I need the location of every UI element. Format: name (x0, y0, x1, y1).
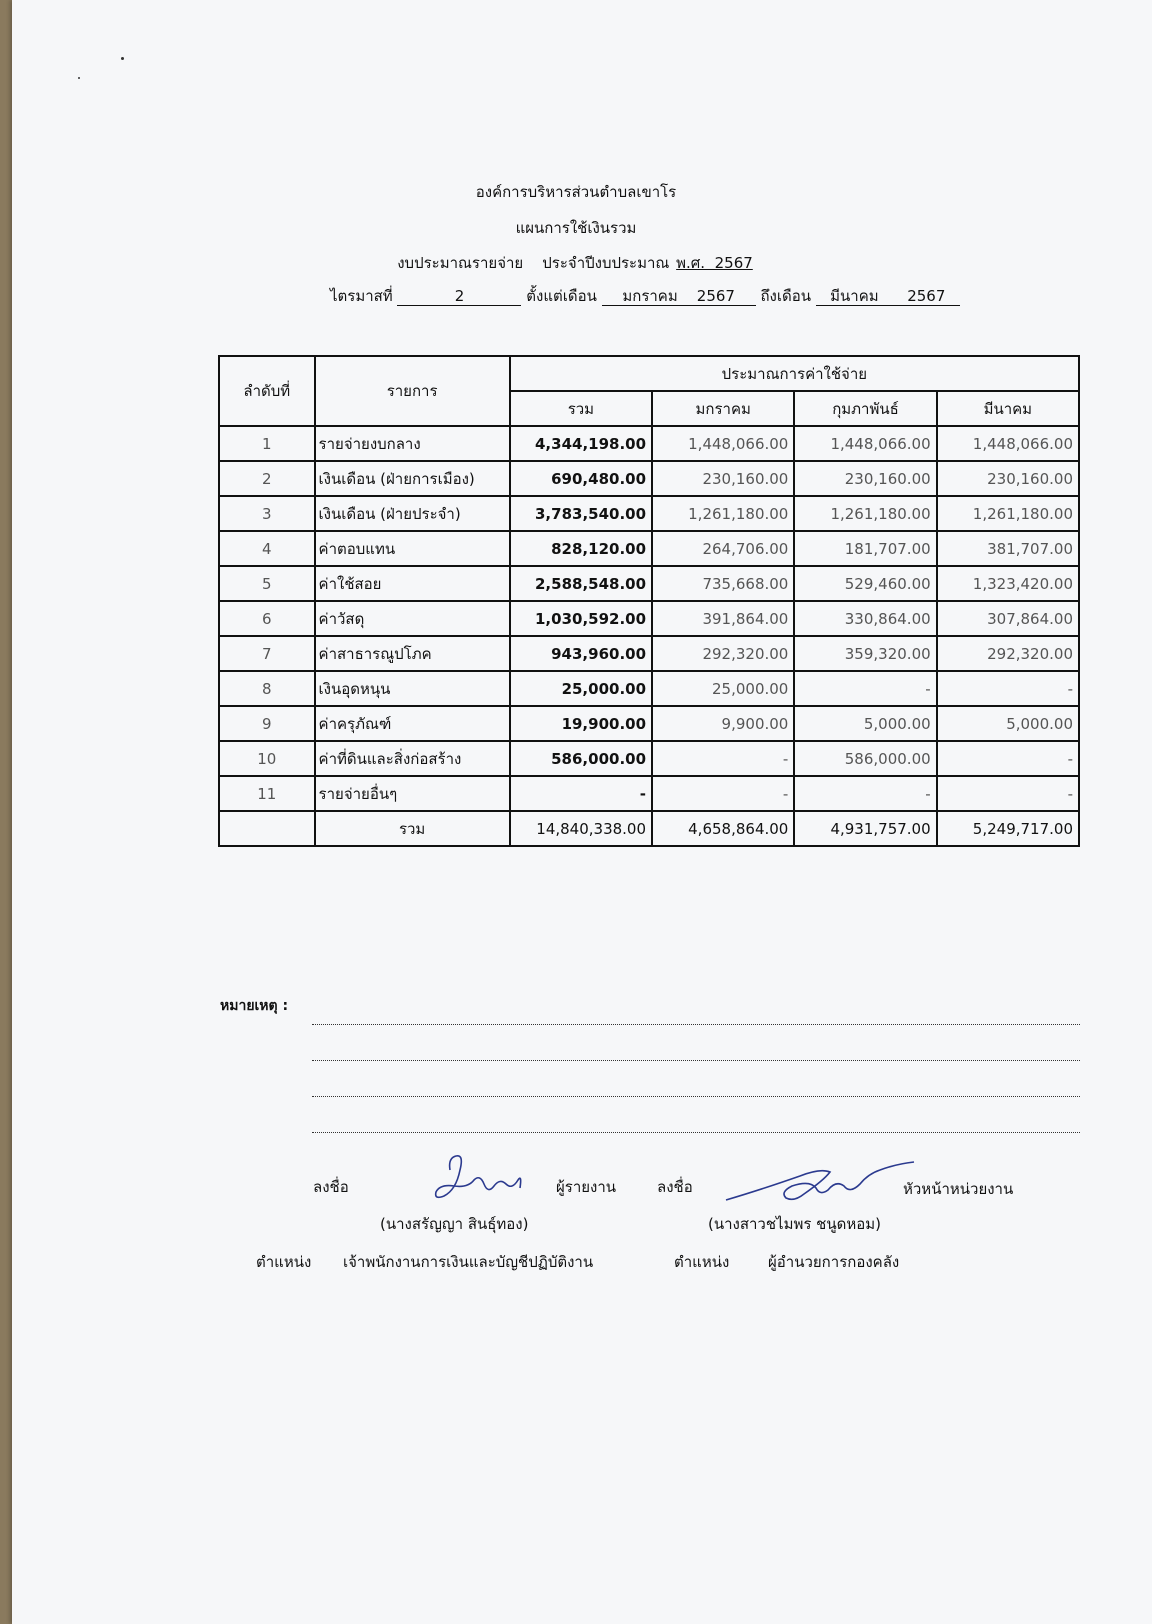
row-total: 19,900.00 (510, 706, 652, 741)
quarter-label: ไตรมาสที่ (330, 287, 393, 305)
col-jan-header: มกราคม (652, 391, 794, 426)
sum-total: 14,840,338.00 (510, 811, 652, 846)
col-total-header: รวม (510, 391, 652, 426)
row-total: 25,000.00 (510, 671, 652, 706)
row-number: 3 (219, 496, 315, 531)
row-feb: - (794, 776, 936, 811)
head-name: (นางสาวชไมพร ชนูดหอม) (708, 1215, 881, 1233)
budget-table (218, 355, 1080, 847)
row-jan: - (652, 776, 794, 811)
row-item: ค่าสาธารณูปโภค (315, 636, 510, 671)
table-row (219, 461, 1079, 496)
row-number: 1 (219, 426, 315, 461)
row-mar: 1,323,420.00 (937, 566, 1079, 601)
row-item: รายจ่ายอื่นๆ (315, 776, 510, 811)
row-item: ค่าครุภัณฑ์ (315, 706, 510, 741)
fiscal-year: พ.ศ. 2567 (676, 254, 753, 272)
row-mar: 1,261,180.00 (937, 496, 1079, 531)
row-total: - (510, 776, 652, 811)
reporter-name: (นางสรัญญา สินธุ์ทอง) (380, 1215, 529, 1233)
row-item: เงินอุดหนุน (315, 671, 510, 706)
col-mar-header: มีนาคม (937, 391, 1079, 426)
sum-mar: 5,249,717.00 (937, 811, 1079, 846)
row-total: 1,030,592.00 (510, 601, 652, 636)
row-feb: 5,000.00 (794, 706, 936, 741)
table-row (219, 601, 1079, 636)
from-month: มกราคม 2567 (602, 287, 756, 306)
row-number: 8 (219, 671, 315, 706)
row-number: 6 (219, 601, 315, 636)
row-number: 9 (219, 706, 315, 741)
period-line (330, 284, 960, 308)
row-feb: 586,000.00 (794, 741, 936, 776)
col-group-header: ประมาณการค่าใช้จ่าย (510, 356, 1079, 391)
sum-label: รวม (315, 811, 510, 846)
col-feb-header: กุมภาพันธ์ (794, 391, 936, 426)
row-total: 586,000.00 (510, 741, 652, 776)
row-feb: 359,320.00 (794, 636, 936, 671)
row-feb: 181,707.00 (794, 531, 936, 566)
document-title: แผนการใช้เงินรวม (515, 219, 637, 237)
row-total: 943,960.00 (510, 636, 652, 671)
sum-empty-cell (219, 811, 315, 846)
row-jan: - (652, 741, 794, 776)
remarks-line (312, 1060, 1080, 1061)
row-mar: 307,864.00 (937, 601, 1079, 636)
table-row (219, 531, 1079, 566)
row-mar: 230,160.00 (937, 461, 1079, 496)
row-total: 828,120.00 (510, 531, 652, 566)
table-row (219, 636, 1079, 671)
row-item: ค่าวัสดุ (315, 601, 510, 636)
table-row (219, 671, 1079, 706)
row-mar: - (937, 741, 1079, 776)
row-feb: 529,460.00 (794, 566, 936, 601)
row-mar: 1,448,066.00 (937, 426, 1079, 461)
table-row (219, 426, 1079, 461)
row-feb: 230,160.00 (794, 461, 936, 496)
row-number: 2 (219, 461, 315, 496)
row-number: 7 (219, 636, 315, 671)
quarter-value: 2 (397, 287, 521, 306)
remarks-label: หมายเหตุ : (220, 998, 289, 1014)
head-sign-label: ลงชื่อ (657, 1178, 693, 1196)
reporter-role: ผู้รายงาน (556, 1178, 617, 1196)
row-number: 11 (219, 776, 315, 811)
remarks-line (312, 1096, 1080, 1097)
row-number: 5 (219, 566, 315, 601)
row-jan: 1,448,066.00 (652, 426, 794, 461)
row-feb: 330,864.00 (794, 601, 936, 636)
to-month: มีนาคม 2567 (816, 287, 960, 306)
sum-feb: 4,931,757.00 (794, 811, 936, 846)
row-item: ค่าตอบแทน (315, 531, 510, 566)
row-jan: 25,000.00 (652, 671, 794, 706)
remarks-line (312, 1024, 1080, 1025)
head-signature (720, 1150, 920, 1220)
to-label: ถึงเดือน (760, 287, 811, 305)
row-item: ค่าที่ดินและสิ่งก่อสร้าง (315, 741, 510, 776)
row-jan: 9,900.00 (652, 706, 794, 741)
head-position: ผู้อำนวยการกองคลัง (768, 1253, 900, 1271)
table-row (219, 741, 1079, 776)
table-row (219, 776, 1079, 811)
row-total: 4,344,198.00 (510, 426, 652, 461)
reporter-sign-label: ลงชื่อ (313, 1178, 349, 1196)
row-item: เงินเดือน (ฝ่ายการเมือง) (315, 461, 510, 496)
speck (121, 57, 124, 60)
row-feb: - (794, 671, 936, 706)
row-mar: - (937, 671, 1079, 706)
reporter-position-label: ตำแหน่ง (256, 1253, 312, 1271)
row-feb: 1,448,066.00 (794, 426, 936, 461)
table-row (219, 496, 1079, 531)
budget-prefix: งบประมาณรายจ่าย ประจำปีงบประมาณ (397, 254, 670, 272)
reporter-signature (420, 1150, 540, 1210)
row-mar: 5,000.00 (937, 706, 1079, 741)
head-role: หัวหน้าหน่วยงาน (903, 1180, 1014, 1198)
speck (78, 77, 80, 79)
row-jan: 264,706.00 (652, 531, 794, 566)
col-item-header: รายการ (315, 356, 510, 426)
sum-jan: 4,658,864.00 (652, 811, 794, 846)
row-jan: 230,160.00 (652, 461, 794, 496)
row-item: ค่าใช้สอย (315, 566, 510, 601)
row-mar: 381,707.00 (937, 531, 1079, 566)
row-mar: 292,320.00 (937, 636, 1079, 671)
from-label: ตั้งแต่เดือน (526, 287, 597, 305)
row-total: 3,783,540.00 (510, 496, 652, 531)
budget-line (0, 251, 1152, 275)
org-name: องค์การบริหารส่วนตำบลเขาโร (475, 183, 677, 201)
row-number: 4 (219, 531, 315, 566)
row-item: รายจ่ายงบกลาง (315, 426, 510, 461)
reporter-position: เจ้าพนักงานการเงินและบัญชีปฏิบัติงาน (343, 1253, 594, 1271)
row-number: 10 (219, 741, 315, 776)
remarks-line (312, 1132, 1080, 1133)
col-no-header: ลำดับที่ (219, 356, 315, 426)
row-jan: 735,668.00 (652, 566, 794, 601)
row-mar: - (937, 776, 1079, 811)
row-jan: 391,864.00 (652, 601, 794, 636)
row-total: 2,588,548.00 (510, 566, 652, 601)
table-row (219, 566, 1079, 601)
row-item: เงินเดือน (ฝ่ายประจำ) (315, 496, 510, 531)
table-row (219, 706, 1079, 741)
head-position-label: ตำแหน่ง (674, 1253, 730, 1271)
row-jan: 292,320.00 (652, 636, 794, 671)
sum-row (219, 811, 1079, 846)
row-total: 690,480.00 (510, 461, 652, 496)
row-feb: 1,261,180.00 (794, 496, 936, 531)
row-jan: 1,261,180.00 (652, 496, 794, 531)
